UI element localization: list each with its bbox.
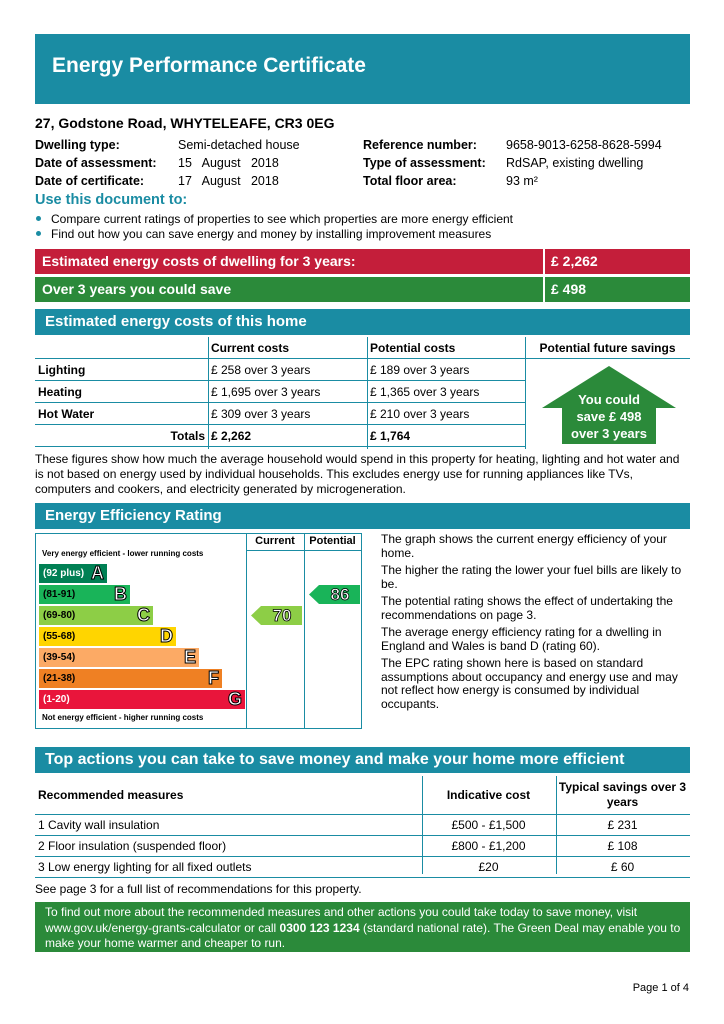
info-text-part: To find out more about the recommended measures and other actions you could take today to save money, visit www.gov.uk/energy-grants-calculator or call [45, 905, 638, 935]
detail-label: Total floor area: [363, 174, 457, 188]
band-range: (55-68) [43, 631, 76, 642]
page-number: Page 1 of 4 [632, 982, 689, 994]
savings-bar [35, 277, 543, 302]
band-letter: F [208, 668, 219, 688]
table-cell: £ 2,262 [208, 425, 367, 447]
details-right [363, 136, 690, 190]
band-letter: E [183, 647, 196, 667]
detail-label: Type of assessment: [363, 156, 486, 170]
current-rating-indicator-value: 70 [272, 606, 292, 625]
section-title: Energy Efficiency Rating [45, 507, 222, 524]
table-header: Potential costs [367, 337, 525, 359]
band-range: (69-80) [43, 610, 76, 621]
detail-value: 9658-9013-6258-8628-5994 [506, 138, 662, 152]
detail-value: 15 August 2018 [178, 156, 279, 170]
certificate-header [35, 34, 690, 104]
description-paragraph: The EPC rating shown here is based on standard assumptions about occupancy and energy use and may not reflect how energy is consumed by individual occupants. [381, 656, 678, 711]
description-paragraph: The average energy efficiency rating for a dwelling in England and Wales is band D (rating 60). [381, 625, 662, 653]
table-cell: Totals [35, 425, 208, 447]
table-cell: £ 309 over 3 years [208, 403, 367, 425]
table-row [35, 815, 690, 836]
table-divider [208, 337, 209, 449]
detail-value: 17 August 2018 [178, 174, 279, 188]
use-document-title: Use this document to: [35, 192, 188, 208]
band-range: (92 plus) [43, 568, 85, 579]
potential-column-label: Potential [309, 535, 356, 547]
potential-rating-indicator [309, 585, 360, 604]
info-box [35, 902, 690, 952]
table-cell: £ 1,764 [367, 425, 525, 447]
current-rating-indicator [251, 606, 302, 625]
table-cell: £20 [422, 857, 555, 878]
bullet-text: Compare current ratings of properties to see which properties are more energy efficient [51, 212, 514, 226]
band-letter: C [137, 605, 150, 625]
table-header-row [35, 776, 690, 815]
top-efficiency-label: Very energy efficient - lower running costs [42, 549, 204, 558]
table-divider [422, 776, 423, 874]
detail-value: Semi-detached house [178, 138, 300, 152]
list-item [36, 227, 491, 241]
band-letter: D [160, 626, 173, 646]
table-cell: £ 231 [555, 815, 690, 836]
table-divider [556, 776, 557, 874]
bottom-efficiency-label: Not energy efficient - higher running costs [42, 713, 204, 722]
actions-table [35, 776, 690, 878]
efficiency-section-header [35, 503, 690, 529]
savings-label: Over 3 years you could save [42, 281, 232, 297]
info-text [45, 905, 690, 952]
table-cell: Hot Water [35, 403, 208, 425]
section-title: Top actions you can take to save money and make your home more efficient [45, 751, 625, 768]
estimated-cost-value: £ 2,262 [551, 253, 598, 269]
description-paragraph: The higher the rating the lower your fuel bills are likely to be. [381, 563, 682, 591]
table-cell: £ 189 over 3 years [367, 359, 525, 381]
property-address: 27, Godstone Road, WHYTELEAFE, CR3 0EG [35, 115, 335, 131]
table-cell: Heating [35, 381, 208, 403]
current-column-label: Current [255, 535, 295, 547]
detail-value: RdSAP, existing dwelling [506, 156, 644, 170]
band-range: (21-38) [43, 673, 76, 684]
bullet-text: Find out how you can save energy and money by installing improvement measures [51, 227, 492, 241]
phone-number: 0300 123 1234 [279, 920, 360, 935]
band-range: (1-20) [43, 694, 70, 705]
savings-arrow-line: over 3 years [571, 426, 647, 441]
info-text-part: (standard national rate). The Green Deal may enable you to make your home warmer and cheaper to run. [45, 920, 681, 950]
table-row [35, 836, 690, 857]
table-header [35, 337, 208, 359]
actions-section-header [35, 747, 690, 773]
detail-label: Reference number: [363, 138, 477, 152]
detail-value: 93 m² [506, 174, 538, 188]
savings-value: £ 498 [551, 281, 587, 297]
estimated-cost-bar [35, 249, 543, 274]
table-cell: £800 - £1,200 [422, 836, 555, 857]
rating-indicators [36, 534, 363, 730]
table-cell: 1 Cavity wall insulation [35, 815, 422, 836]
efficiency-description [381, 533, 690, 711]
costs-section-header [35, 309, 690, 335]
band-letter: B [114, 584, 127, 604]
description-paragraph: The potential rating shows the effect of undertaking the recommendations on page 3. [381, 594, 673, 622]
table-cell: £ 258 over 3 years [208, 359, 367, 381]
bullet-icon [36, 216, 41, 221]
table-cell: £ 108 [555, 836, 690, 857]
costs-note: These figures show how much the average household would spend in this property for heating, lighting and hot water and is not based on energy used by individual households. This excludes energy use for running appliances like TVs, computers and cookers, and electricity generated by microgeneration. [35, 452, 680, 496]
table-header: Potential future savings [525, 337, 690, 359]
table-cell: £ 210 over 3 years [367, 403, 525, 425]
actions-note: See page 3 for a full list of recommendations for this property. [35, 882, 362, 896]
table-cell: £ 1,695 over 3 years [208, 381, 367, 403]
band-range: (39-54) [43, 652, 76, 663]
savings-arrow-line: save £ 498 [576, 409, 642, 424]
band-letter: A [91, 563, 104, 583]
band-range: (81-91) [43, 589, 76, 600]
description-paragraph: The graph shows the current energy efficiency of your home. [381, 532, 667, 560]
band-letter: G [227, 689, 242, 709]
rating-chart [35, 533, 362, 729]
table-cell: 3 Low energy lighting for all fixed outlets [35, 857, 422, 878]
estimated-cost-label: Estimated energy costs of dwelling for 3 years: [42, 253, 356, 269]
savings-arrow-text [560, 391, 658, 442]
bullet-icon [36, 231, 41, 236]
table-header: Typical savings over 3 years [555, 776, 690, 815]
table-cell: £ 60 [555, 857, 690, 878]
section-title: Estimated energy costs of this home [45, 313, 307, 330]
table-cell: Lighting [35, 359, 208, 381]
detail-label: Date of certificate: [35, 174, 145, 188]
table-header: Current costs [208, 337, 367, 359]
table-divider [367, 337, 368, 449]
table-header: Indicative cost [422, 776, 555, 815]
details-left [35, 136, 355, 190]
table-divider [525, 337, 526, 449]
detail-label: Dwelling type: [35, 138, 120, 152]
potential-rating-indicator-value: 86 [330, 585, 350, 604]
table-cell: £500 - £1,500 [422, 815, 555, 836]
savings-value-bar [545, 277, 690, 302]
detail-label: Date of assessment: [35, 156, 157, 170]
list-item [36, 212, 513, 226]
estimated-cost-value-bar [545, 249, 690, 274]
table-cell: 2 Floor insulation (suspended floor) [35, 836, 422, 857]
table-header: Recommended measures [35, 776, 422, 815]
table-cell: £ 1,365 over 3 years [367, 381, 525, 403]
savings-arrow-line: You could [578, 392, 640, 407]
table-row [35, 857, 690, 878]
table-header-row [35, 337, 690, 359]
page-title: Energy Performance Certificate [52, 54, 366, 77]
